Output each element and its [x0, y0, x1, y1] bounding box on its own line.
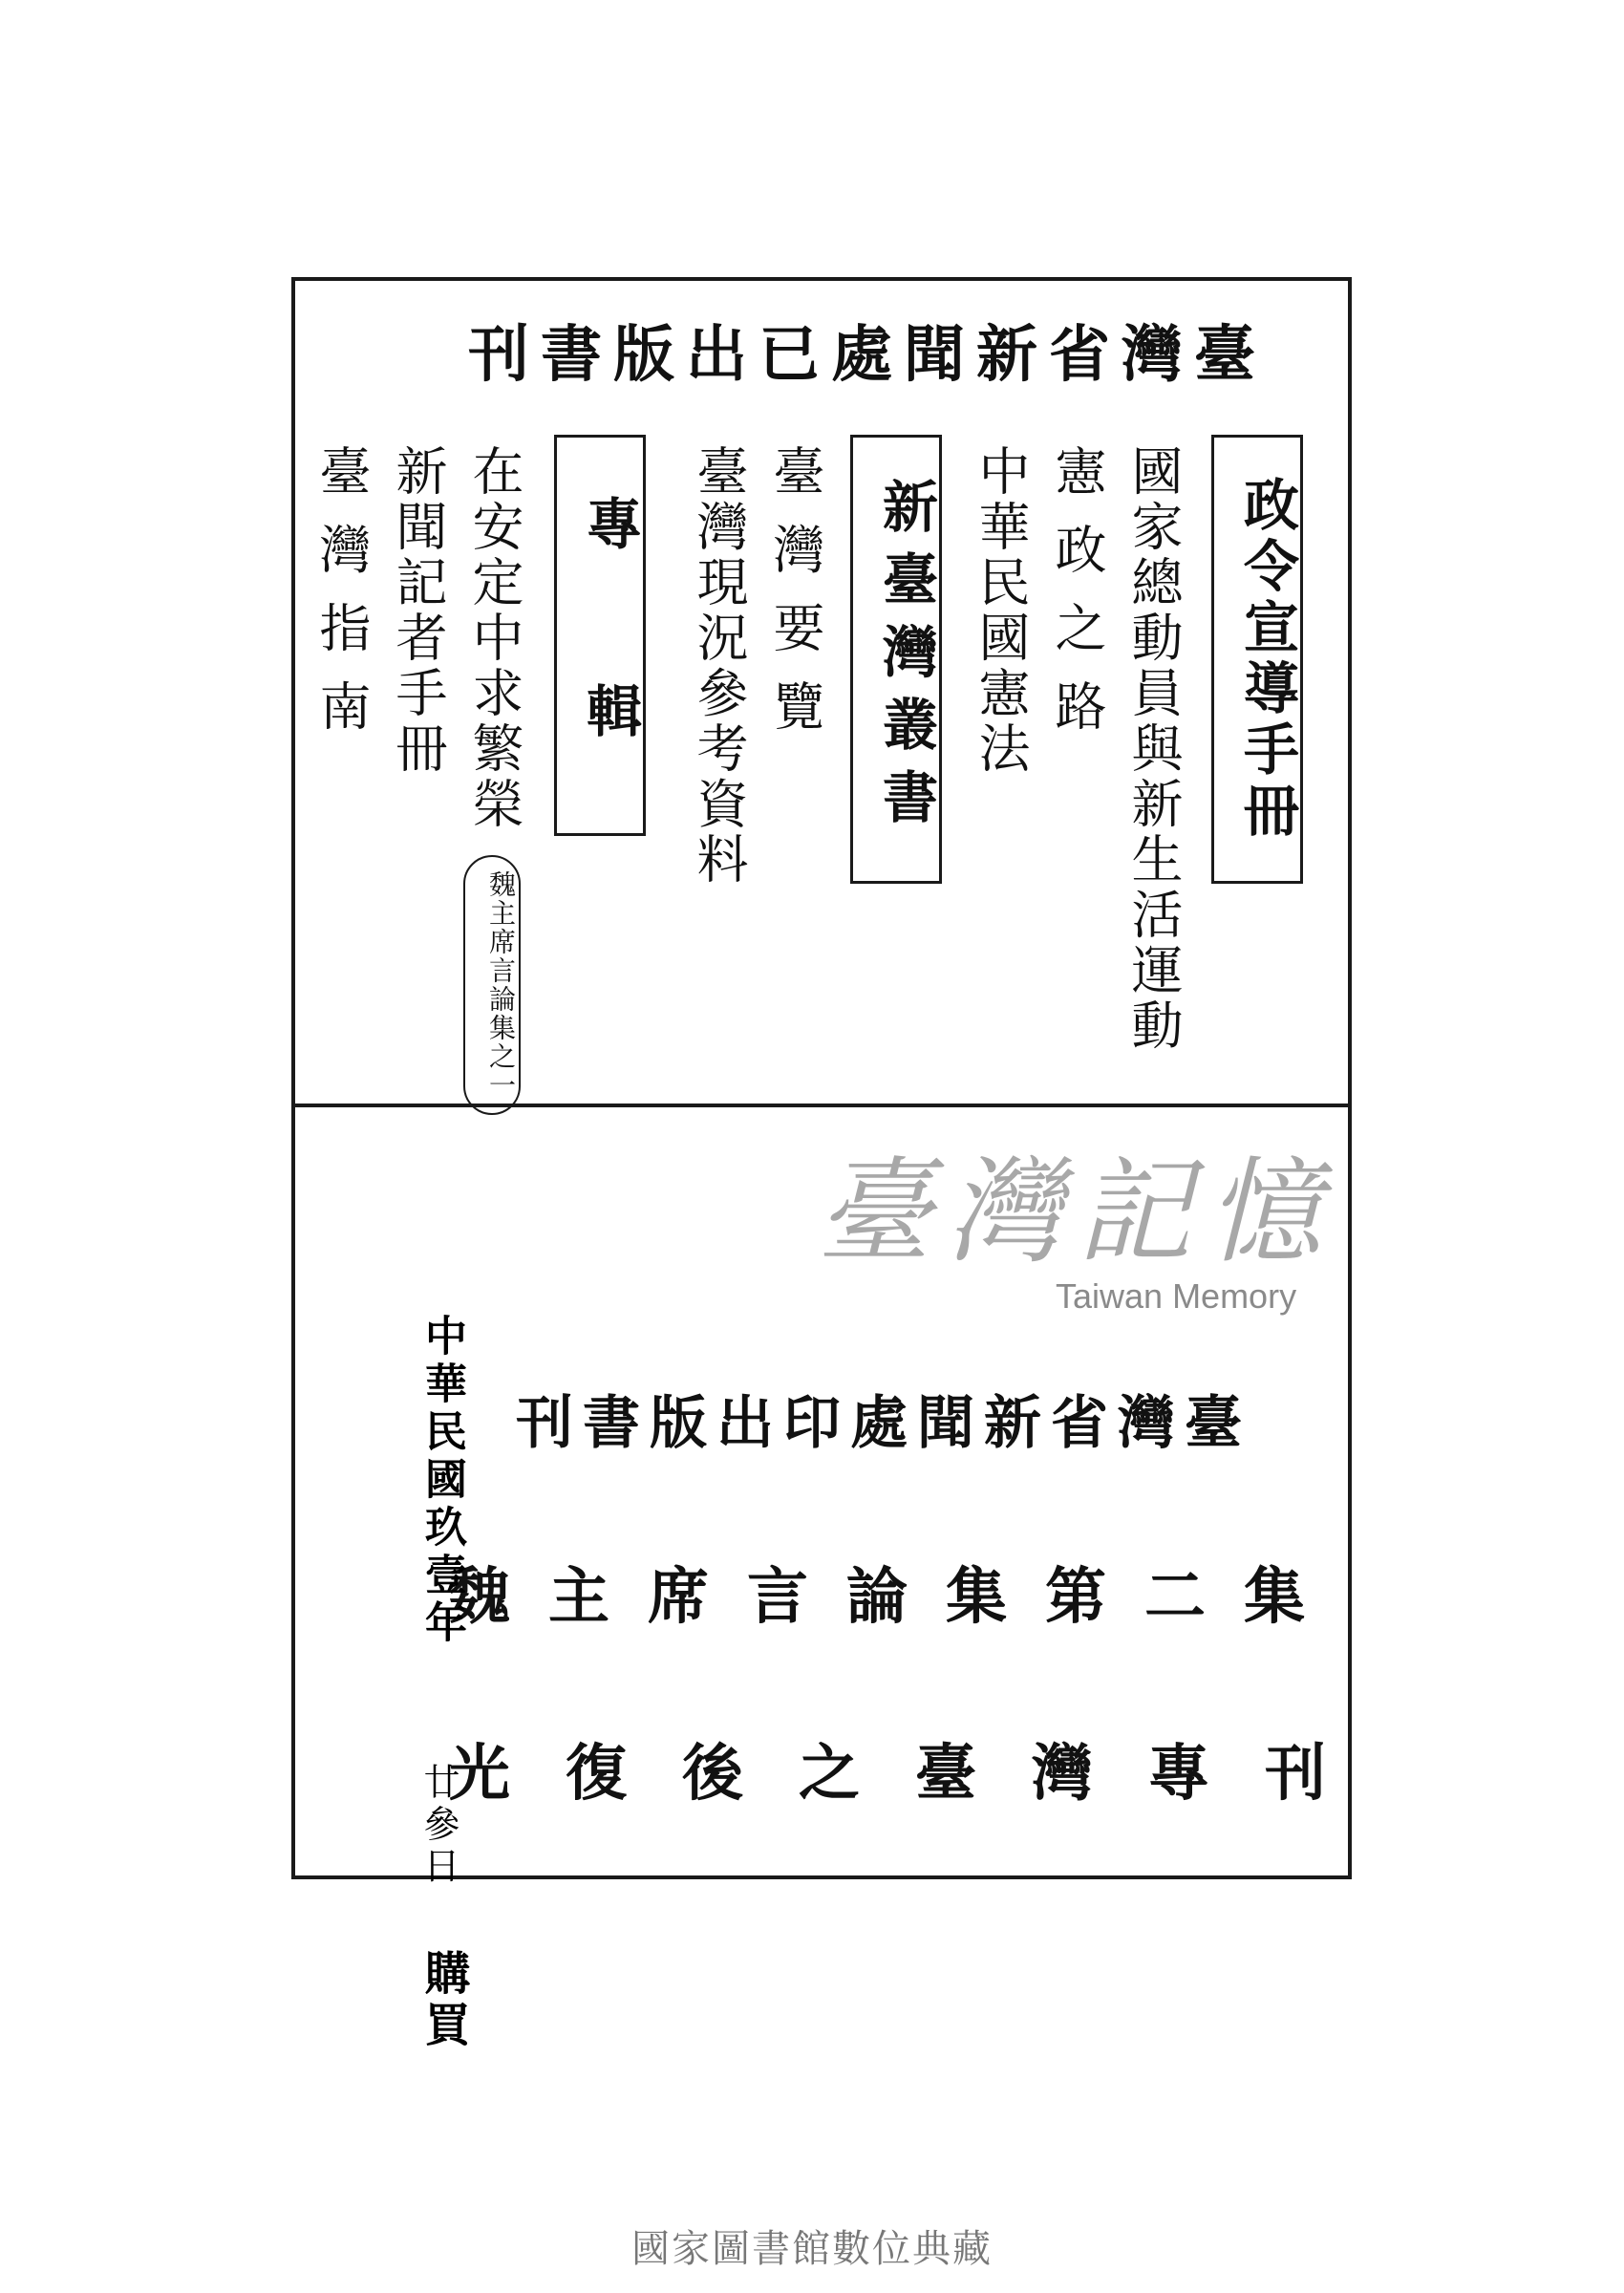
special-item-2: 新聞記者手冊: [388, 444, 448, 777]
section-divider: [291, 1104, 1352, 1107]
purchase-stamp-line-3: 購買: [417, 1949, 470, 2052]
bottom-line-1: 刊書版出印處聞新省灣臺: [516, 1390, 1251, 1457]
bottom-line-2: 魏主席言論集第二集: [449, 1561, 1343, 1633]
bottom-line-3: 光復後之臺灣專刊: [449, 1738, 1381, 1810]
series-item-1: 臺灣要覽: [765, 444, 825, 758]
special-item-1: 在安定中求繁榮: [464, 444, 524, 832]
footer-credit: 國家圖書館數位典藏: [631, 2227, 993, 2271]
watermark-english: Taiwan Memory: [1056, 1276, 1297, 1316]
series-item-2: 臺灣現況參考資料: [689, 444, 749, 888]
purchase-stamp-line-1: 中華民國玖壹年: [417, 1314, 466, 1648]
special-item-1-note: 魏主席言論集之一: [463, 855, 521, 1115]
policy-item-1: 國家總動員與新生活運動: [1123, 444, 1184, 1054]
purchase-stamp-line-2: 廿參日: [417, 1763, 459, 1889]
series-heading: 新臺灣叢書: [850, 435, 942, 884]
policy-item-3: 中華民國憲法: [971, 444, 1031, 777]
top-title: 刊書版出已處聞新省灣臺: [468, 319, 1267, 391]
special-heading: 專 輯: [554, 435, 646, 836]
watermark-chinese: 臺灣記憶: [817, 1146, 1336, 1279]
policy-handbook-heading: 政令宣導手冊: [1211, 435, 1303, 884]
watermark: [817, 1146, 1336, 1317]
special-item-3: 臺灣指南: [311, 444, 372, 758]
policy-item-2: 憲政之路: [1047, 444, 1107, 758]
